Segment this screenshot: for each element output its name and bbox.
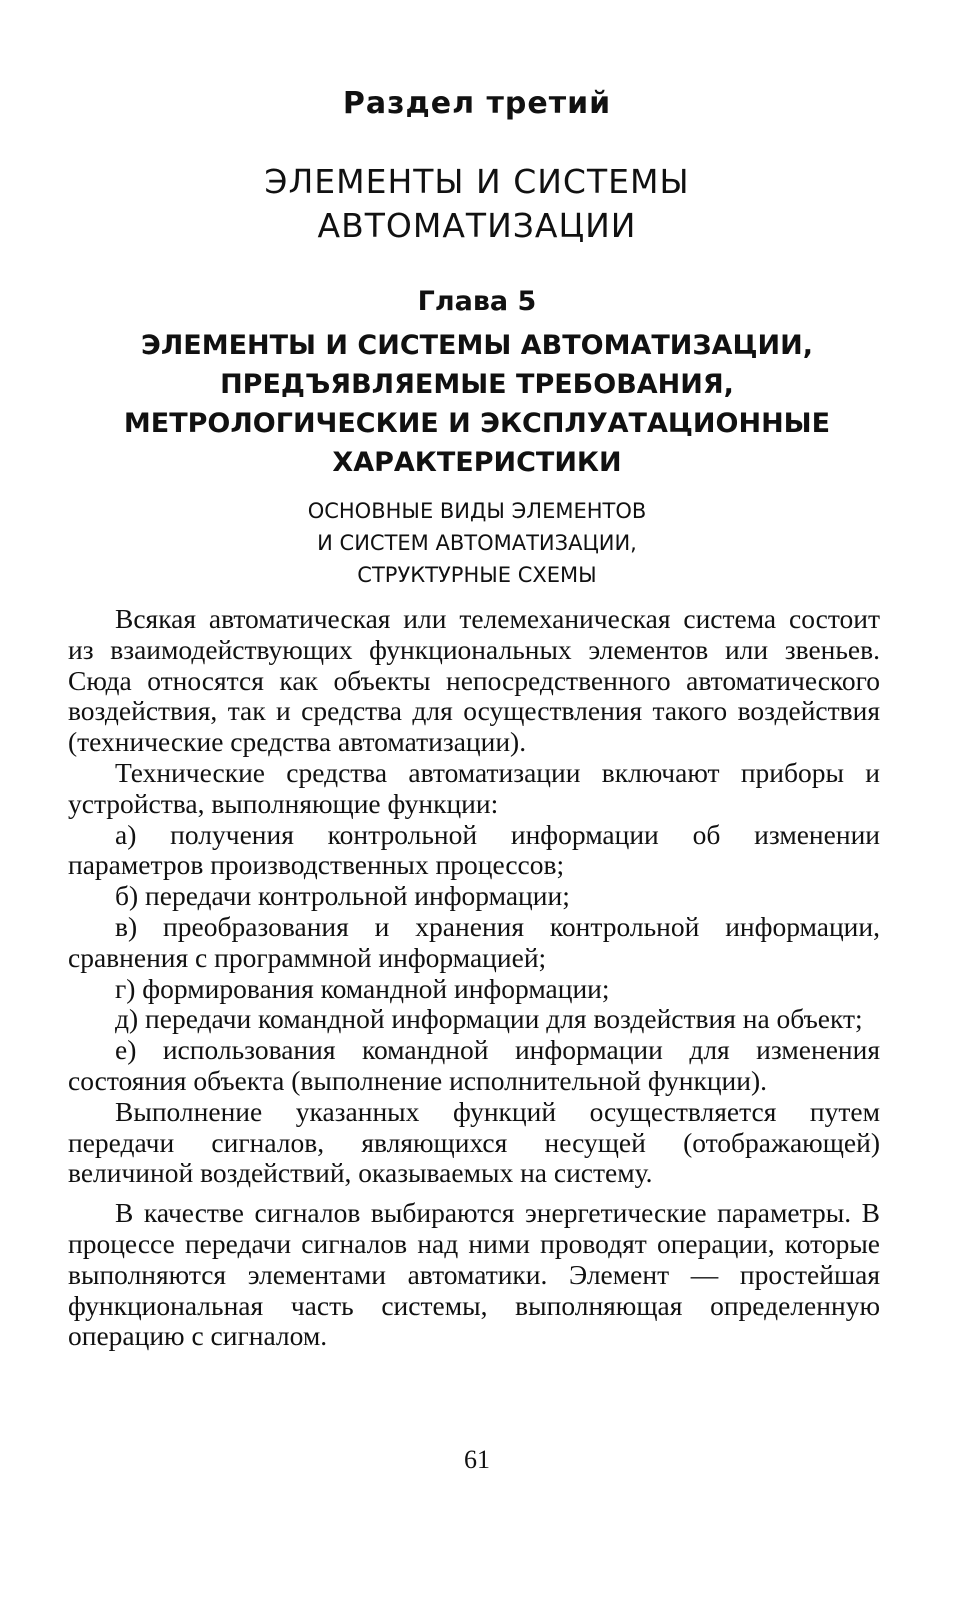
page-number: 61 bbox=[464, 1445, 490, 1474]
chapter-title-line: ХАРАКТЕРИСТИКИ bbox=[332, 447, 622, 478]
function-list-item: е) использования командной информации для изменения состояния объекта (выполнение исполнительной функции). bbox=[68, 1034, 880, 1096]
chapter-title-line: ПРЕДЪЯВЛЯЕМЫЕ ТРЕБОВАНИЯ, bbox=[220, 369, 734, 400]
function-list-item: д) передачи командной информации для воздействия на объект; bbox=[115, 1003, 863, 1035]
part-title-line: ЭЛЕМЕНТЫ И СИСТЕМЫ bbox=[264, 162, 690, 201]
chapter-title-line: ЭЛЕМЕНТЫ И СИСТЕМЫ АВТОМАТИЗАЦИИ, bbox=[141, 330, 813, 361]
function-list-item: в) преобразования и хранения контрольной информации, сравнения с программной информацией; bbox=[68, 910, 880, 973]
body-paragraph: Технические средства автоматизации включают приборы и устройства, выполняющие функции: bbox=[68, 756, 880, 819]
chapter-label: Глава 5 bbox=[417, 286, 537, 317]
subsection-title bbox=[0, 495, 954, 591]
body-paragraph: Выполнение указанных функций осуществляется путем передачи сигналов, являющихся несущей (отображающей) величиной воздействий, оказываемых на систему. bbox=[68, 1095, 880, 1189]
section-title: Раздел третий bbox=[342, 86, 612, 121]
subsection-title-line: И СИСТЕМ АВТОМАТИЗАЦИИ, bbox=[317, 531, 637, 555]
chapter-title-line: МЕТРОЛОГИЧЕСКИЕ И ЭКСПЛУАТАЦИОННЫЕ bbox=[123, 408, 831, 439]
body-text bbox=[68, 604, 880, 1352]
chapter-title bbox=[0, 326, 954, 482]
body-paragraph: Всякая автоматическая или телемеханическая система состоит из взаимодействующих функциональных элементов или звеньев. Сюда относятся как объекты непосредственного автоматического воздействия, так и средства для осуществления такого воздействия (технические средства автоматизации). bbox=[68, 603, 880, 758]
body-paragraph: В качестве сигналов выбираются энергетические параметры. В процессе передачи сигналов над ними проводят операции, которые выполняются элементами автоматики. Элемент — простейшая функциональная часть системы, выполняющая определенную операцию с сигналом. bbox=[68, 1197, 880, 1352]
function-list-item: а) получения контрольной информации об изменении параметров производственных процессов; bbox=[68, 818, 880, 881]
function-list-item: б) передачи контрольной информации; bbox=[115, 880, 570, 912]
part-title bbox=[0, 160, 954, 248]
part-title-line: АВТОМАТИЗАЦИИ bbox=[317, 206, 637, 245]
subsection-title-line: ОСНОВНЫЕ ВИДЫ ЭЛЕМЕНТОВ bbox=[307, 499, 647, 523]
function-list-item: г) формирования командной информации; bbox=[115, 972, 610, 1004]
subsection-title-line: СТРУКТУРНЫЕ СХЕМЫ bbox=[357, 563, 597, 587]
